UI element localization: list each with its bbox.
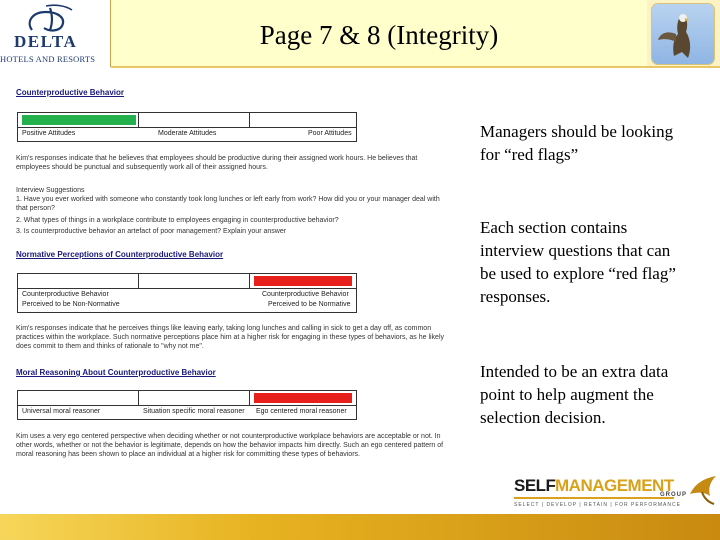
section3-result-bar [254, 393, 352, 403]
scale-labels [18, 127, 356, 141]
scale-label: Universal moral reasoner [22, 408, 101, 415]
logo-subtitle: HOTELS AND RESORTS [0, 54, 96, 64]
section1-scale [17, 112, 357, 142]
section2-result-bar [254, 276, 352, 286]
section3-scale [17, 390, 357, 420]
slide-header [0, 0, 720, 67]
section3-title: Moral Reasoning About Counterproductive Behavior [16, 368, 216, 377]
scale-label: Ego centered moral reasoner [256, 408, 347, 415]
brand-management: MANAGEMENT [555, 476, 674, 495]
scale-label: Moderate Attitudes [158, 130, 217, 137]
scale-label: Counterproductive Behavior [262, 291, 349, 298]
scale-cell [139, 274, 250, 288]
scale-label: Situation specific moral reasoner [143, 408, 245, 415]
self-management-group-logo [512, 472, 718, 512]
bullet-text: Each section contains interview questions that can be used to explore “red flag” responses. [480, 218, 676, 306]
scale-cell [18, 391, 139, 405]
brand-rule [514, 497, 674, 499]
title-band [111, 0, 647, 67]
scale-label: Positive Attitudes [22, 130, 76, 137]
scale-cell [139, 113, 250, 127]
interview-question: 1. Have you ever worked with someone who constantly took long lunches or left early from work? How did you or your manager deal with that person? [16, 196, 440, 212]
eagle-icon [688, 472, 718, 506]
brand-self: SELF [514, 476, 556, 495]
section1-title: Counterproductive Behavior [16, 88, 125, 97]
header-rule [111, 66, 720, 68]
scale-label: Counterproductive Behavior [22, 291, 109, 298]
section1-result-bar [22, 115, 136, 125]
footer-band [0, 514, 720, 540]
delta-logo [0, 0, 111, 67]
interview-question: 2. What types of things in a workplace contribute to employees engaging in counterproductive behavior? [16, 217, 339, 224]
section2-scale [17, 273, 357, 313]
section2-paragraph: Kim's responses indicate that he perceives things like leaving early, taking long lunches and calling in sick to get a day off, as common practices within the workplace. Such normative perceptions place him at a higher risk for engaging in these types of behaviors, as he likely does commit to them and thinks of rationale to "why not me". [16, 325, 445, 350]
scale-cell [139, 391, 250, 405]
logo-name: DELTA [14, 32, 78, 51]
eagle-photo-icon [652, 4, 714, 64]
bullet-text: Intended to be an extra data point to help augment the selection decision. [480, 362, 669, 427]
section1-paragraph: Kim's responses indicate that he believes that employees should be productive during their assigned work hours. He believes that employees should be punctual and subsequently work all of their assigned hours. [16, 155, 418, 171]
delta-swirl-icon [22, 4, 82, 34]
section3-paragraph: Kim uses a very ego centered perspective when deciding whether or not counterproductive workplace behaviors are acceptable or not. In other words, whether or not the behavior is legitimate, depends on how the behavior impacts him directly. Such an ego centered pattern of moral reasoning has been shown to place an individual at a higher risk for committing these types of behaviors. [16, 433, 444, 458]
interview-question: 3. Is counterproductive behavior an artefact of poor management? Explain your answer [16, 228, 287, 235]
interview-heading: Interview Suggestions [16, 187, 85, 194]
page-title: Page 7 & 8 (Integrity) [259, 20, 499, 50]
scale-labels [18, 288, 356, 312]
brand-tagline: SELECT | DEVELOP | RETAIN | FOR PERFORMANCE [514, 502, 681, 508]
section2-title: Normative Perceptions of Counterproductive Behavior [16, 250, 224, 259]
scale-labels [18, 405, 356, 419]
report-excerpt [8, 86, 448, 478]
brand-group: GROUP [660, 492, 688, 498]
scale-cell [18, 274, 139, 288]
bullet-text: Managers should be looking for “red flags” [480, 122, 674, 164]
scale-label: Perceived to be Non-Normative [22, 301, 120, 308]
scale-label: Perceived to be Normative [268, 301, 351, 308]
scale-label: Poor Attitudes [308, 130, 352, 137]
